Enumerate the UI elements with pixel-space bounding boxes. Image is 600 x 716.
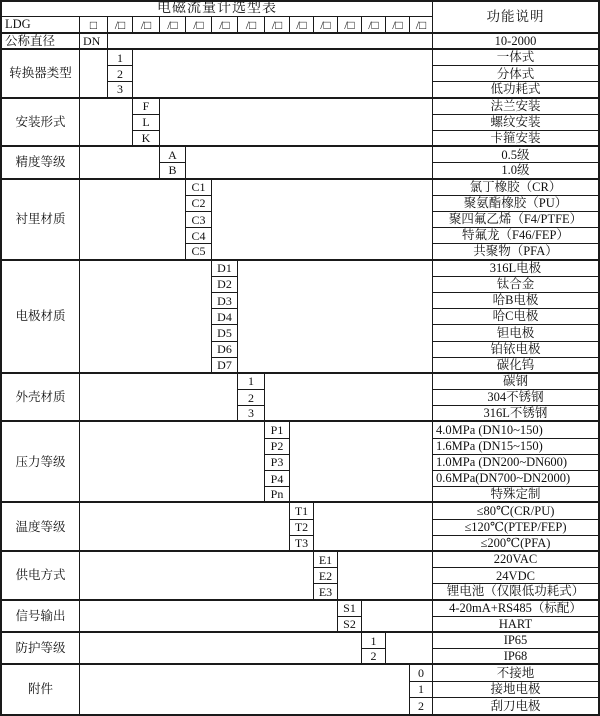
- model-box-cell: /□: [314, 17, 338, 34]
- category-label: 衬里材质: [2, 180, 80, 261]
- code-cell: D7: [212, 358, 238, 374]
- function-cell: 钽电极: [433, 325, 598, 341]
- empty-cell: [80, 50, 108, 99]
- model-box-cell: /□: [186, 17, 212, 34]
- function-cell: 刮刀电极: [433, 698, 598, 714]
- code-cell: D5: [212, 325, 238, 341]
- code-cell: 3: [108, 82, 133, 98]
- model-box-cell: /□: [160, 17, 186, 34]
- code-cell: K: [133, 131, 160, 147]
- empty-cell: [186, 147, 433, 179]
- code-cell: E2: [314, 568, 338, 584]
- code-cell-dn: DN: [80, 34, 108, 50]
- function-cell: 0.6MPa(DN700~DN2000): [433, 471, 598, 487]
- function-cell: 4-20mA+RS485（标配）: [433, 601, 598, 617]
- empty-cell: [238, 261, 433, 374]
- function-cell: 螺纹安装: [433, 115, 598, 131]
- category-label: 供电方式: [2, 552, 80, 601]
- code-cell: P3: [265, 455, 290, 471]
- function-cell: 氯丁橡胶（CR）: [433, 180, 598, 196]
- model-box-cell: /□: [410, 17, 433, 34]
- code-cell: D3: [212, 293, 238, 309]
- function-cell: 法兰安装: [433, 99, 598, 115]
- model-box-cell: /□: [212, 17, 238, 34]
- model-box-cell: /□: [238, 17, 265, 34]
- function-cell: 铂铱电极: [433, 342, 598, 358]
- code-cell: 2: [410, 698, 433, 714]
- category-label: 电极材质: [2, 261, 80, 374]
- empty-cell: [338, 552, 433, 601]
- code-cell: A: [160, 147, 186, 163]
- function-cell: 哈B电极: [433, 293, 598, 309]
- function-cell: 共聚物（PFA）: [433, 244, 598, 260]
- empty-cell: [265, 374, 433, 423]
- code-cell: L: [133, 115, 160, 131]
- function-cell: 304不锈钢: [433, 390, 598, 406]
- code-cell: T1: [290, 503, 314, 519]
- code-cell: E3: [314, 584, 338, 600]
- empty-cell: [212, 180, 433, 261]
- model-box-cell: /□: [108, 17, 133, 34]
- code-cell: D2: [212, 277, 238, 293]
- code-cell: Pn: [265, 487, 290, 503]
- function-cell: 聚四氟乙烯（F4/PTFE）: [433, 212, 598, 228]
- function-cell: 0.5级: [433, 147, 598, 163]
- category-label: 信号输出: [2, 601, 80, 633]
- function-cell: 哈C电极: [433, 309, 598, 325]
- empty-cell: [133, 50, 433, 99]
- category-label: 外壳材质: [2, 374, 80, 423]
- code-cell: 1: [108, 50, 133, 66]
- category-label: 附件: [2, 665, 80, 714]
- function-cell: 聚氨酯橡胶（PU）: [433, 196, 598, 212]
- function-cell: 1.0级: [433, 163, 598, 179]
- empty-cell: [80, 601, 338, 633]
- function-cell: 锂电池（仅限低功耗式）: [433, 584, 598, 600]
- empty-cell: [80, 552, 314, 601]
- category-label: 安装形式: [2, 99, 80, 148]
- model-box-cell: /□: [386, 17, 410, 34]
- code-cell: 1: [410, 682, 433, 698]
- model-box-cell: /□: [290, 17, 314, 34]
- code-cell: E1: [314, 552, 338, 568]
- category-label-dn: 公称直径: [2, 34, 80, 50]
- function-cell-dn: 10-2000: [433, 34, 598, 50]
- model-box-cell: /□: [362, 17, 386, 34]
- function-cell: 低功耗式: [433, 82, 598, 98]
- function-cell: 特殊定制: [433, 487, 598, 503]
- empty-cell: [80, 261, 212, 374]
- code-cell: C5: [186, 244, 212, 260]
- code-cell: C2: [186, 196, 212, 212]
- empty-cell: [314, 503, 433, 552]
- function-cell: ≤120℃(PTEP/FEP): [433, 520, 598, 536]
- function-cell: 钛合金: [433, 277, 598, 293]
- model-box-cell: /□: [338, 17, 362, 34]
- empty-cell: [80, 374, 238, 423]
- category-label: 精度等级: [2, 147, 80, 179]
- function-cell: 卡箍安装: [433, 131, 598, 147]
- code-cell: B: [160, 163, 186, 179]
- code-cell: P2: [265, 439, 290, 455]
- table-title: 电磁流量计选型表: [2, 2, 433, 17]
- empty-cell: [362, 601, 433, 633]
- model-box-cell: /□: [265, 17, 290, 34]
- function-cell: 1.6MPa (DN15~150): [433, 439, 598, 455]
- code-cell: 3: [238, 406, 265, 422]
- code-cell: 2: [108, 66, 133, 82]
- code-cell: D4: [212, 309, 238, 325]
- function-cell: 接地电极: [433, 682, 598, 698]
- function-cell: IP65: [433, 633, 598, 649]
- code-cell: 1: [238, 374, 265, 390]
- empty-cell: [290, 422, 433, 503]
- function-cell: ≤200℃(PFA): [433, 536, 598, 552]
- empty-cell: [80, 147, 160, 179]
- function-cell: 316L电极: [433, 261, 598, 277]
- code-cell: C3: [186, 212, 212, 228]
- function-cell: 220VAC: [433, 552, 598, 568]
- function-cell: 24VDC: [433, 568, 598, 584]
- code-cell: 2: [238, 390, 265, 406]
- category-label: 防护等级: [2, 633, 80, 665]
- empty-cell: [80, 99, 133, 148]
- code-cell: S2: [338, 617, 362, 633]
- code-cell: 2: [362, 649, 386, 665]
- empty-cell: [80, 665, 410, 714]
- code-cell: 0: [410, 665, 433, 681]
- code-cell: F: [133, 99, 160, 115]
- function-cell: ≤80℃(CR/PU): [433, 503, 598, 519]
- function-cell: 分体式: [433, 66, 598, 82]
- empty-cell: [80, 180, 186, 261]
- empty-cell: [386, 633, 433, 665]
- code-cell: P4: [265, 471, 290, 487]
- code-cell: D1: [212, 261, 238, 277]
- empty-cell: [80, 422, 265, 503]
- function-cell: 碳化钨: [433, 358, 598, 374]
- code-cell: P1: [265, 422, 290, 438]
- code-cell: C4: [186, 228, 212, 244]
- code-cell: C1: [186, 180, 212, 196]
- function-cell: 特氟龙（F46/FEP）: [433, 228, 598, 244]
- model-box-cell: /□: [133, 17, 160, 34]
- function-cell: 4.0MPa (DN10~150): [433, 422, 598, 438]
- code-cell: T3: [290, 536, 314, 552]
- code-cell: S1: [338, 601, 362, 617]
- empty-cell: [80, 503, 290, 552]
- model-prefix: LDG: [2, 17, 80, 34]
- code-cell: T2: [290, 520, 314, 536]
- empty-cell: [108, 34, 433, 50]
- empty-cell: [80, 633, 362, 665]
- function-cell: 不接地: [433, 665, 598, 681]
- function-cell: HART: [433, 617, 598, 633]
- function-cell: 316L不锈钢: [433, 406, 598, 422]
- category-label: 转换器类型: [2, 50, 80, 99]
- function-cell: 碳钢: [433, 374, 598, 390]
- function-cell: 1.0MPa (DN200~DN600): [433, 455, 598, 471]
- code-cell: 1: [362, 633, 386, 649]
- function-cell: 一体式: [433, 50, 598, 66]
- model-box-first: □: [80, 17, 108, 34]
- empty-cell: [160, 99, 433, 148]
- category-label: 压力等级: [2, 422, 80, 503]
- function-column-header: 功能说明: [433, 2, 598, 34]
- category-label: 温度等级: [2, 503, 80, 552]
- code-cell: D6: [212, 342, 238, 358]
- function-cell: IP68: [433, 649, 598, 665]
